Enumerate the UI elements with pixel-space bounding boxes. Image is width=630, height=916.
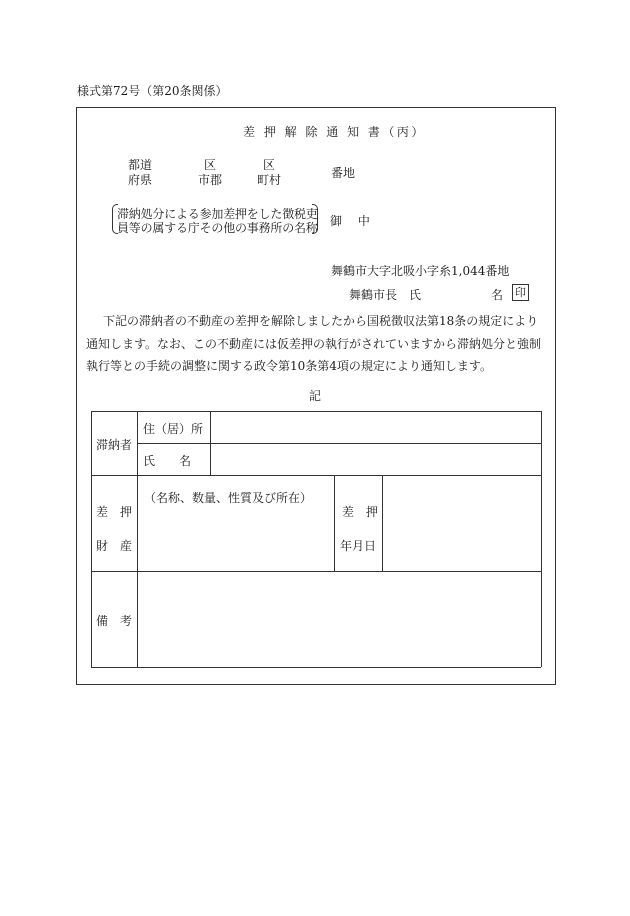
table-border-right xyxy=(541,411,542,667)
table-border-bottom xyxy=(91,667,541,668)
ki-heading: 記 xyxy=(309,389,322,403)
addressee-honorific: 御 中 xyxy=(330,214,376,228)
table-rule-delinquent xyxy=(91,475,541,476)
seal-mark: 印 xyxy=(512,284,529,301)
address-prefecture-line2: 府県 xyxy=(128,173,153,187)
document-title: 差 押 解 除 通 知 書（丙） xyxy=(243,125,426,139)
table-label-column-rule xyxy=(137,411,138,667)
table-rule-address xyxy=(137,443,541,444)
name-label: 氏 名 xyxy=(143,454,192,468)
table-property-date-rule-left xyxy=(334,475,335,571)
body-line3: 執行等との手続の調整に関する政令第10条第4項の規定により通知します。 xyxy=(86,359,492,373)
address-town-line1: 区 xyxy=(263,158,276,172)
issuer-name-label: 名 xyxy=(491,288,504,302)
address-ward-line2: 市郡 xyxy=(198,173,223,187)
remarks-label: 備 考 xyxy=(96,614,133,628)
seized-property-label-line1: 差 押 xyxy=(96,505,133,519)
table-border-left xyxy=(91,411,92,667)
address-prefecture-line1: 都道 xyxy=(128,158,153,172)
addressee-line2: 員等の属する庁その他の事務所の名称 xyxy=(117,221,318,235)
address-town-line2: 町村 xyxy=(257,173,282,187)
table-delinquent-sub-rule xyxy=(210,411,211,475)
body-line1: 下記の滞納者の不動産の差押を解除しましたから国税徴収法第18条の規定により xyxy=(103,314,539,328)
seizure-date-label-line2: 年月日 xyxy=(340,539,377,553)
address-ward-line1: 区 xyxy=(204,158,217,172)
issuer-address: 舞鶴市大字北吸小字糸1,044番地 xyxy=(331,264,510,278)
property-hint: （名称、数量、性質及び所在） xyxy=(144,491,313,505)
form-number: 様式第72号（第20条関係） xyxy=(77,84,228,98)
address-ward xyxy=(198,158,222,188)
issuer-title: 舞鶴市長 氏 xyxy=(349,288,422,302)
address-town xyxy=(257,158,281,188)
table-rule-property xyxy=(91,571,541,572)
seized-property-label-line2: 財 産 xyxy=(96,539,133,553)
seizure-date-label-line1: 差 押 xyxy=(342,505,379,519)
table-property-date-rule-right xyxy=(382,475,383,571)
address-lot-number: 番地 xyxy=(331,166,356,180)
body-line2: 通知します。なお、この不動産には仮差押の執行がされていますから滞納処分と強制 xyxy=(86,337,542,351)
delinquent-label: 滞納者 xyxy=(96,438,133,452)
address-label: 住（居）所 xyxy=(143,422,204,436)
addressee-line1: 滞納処分による参加差押をした徴税吏 xyxy=(117,207,318,221)
address-prefecture xyxy=(128,158,152,188)
table-border-top xyxy=(91,411,541,412)
